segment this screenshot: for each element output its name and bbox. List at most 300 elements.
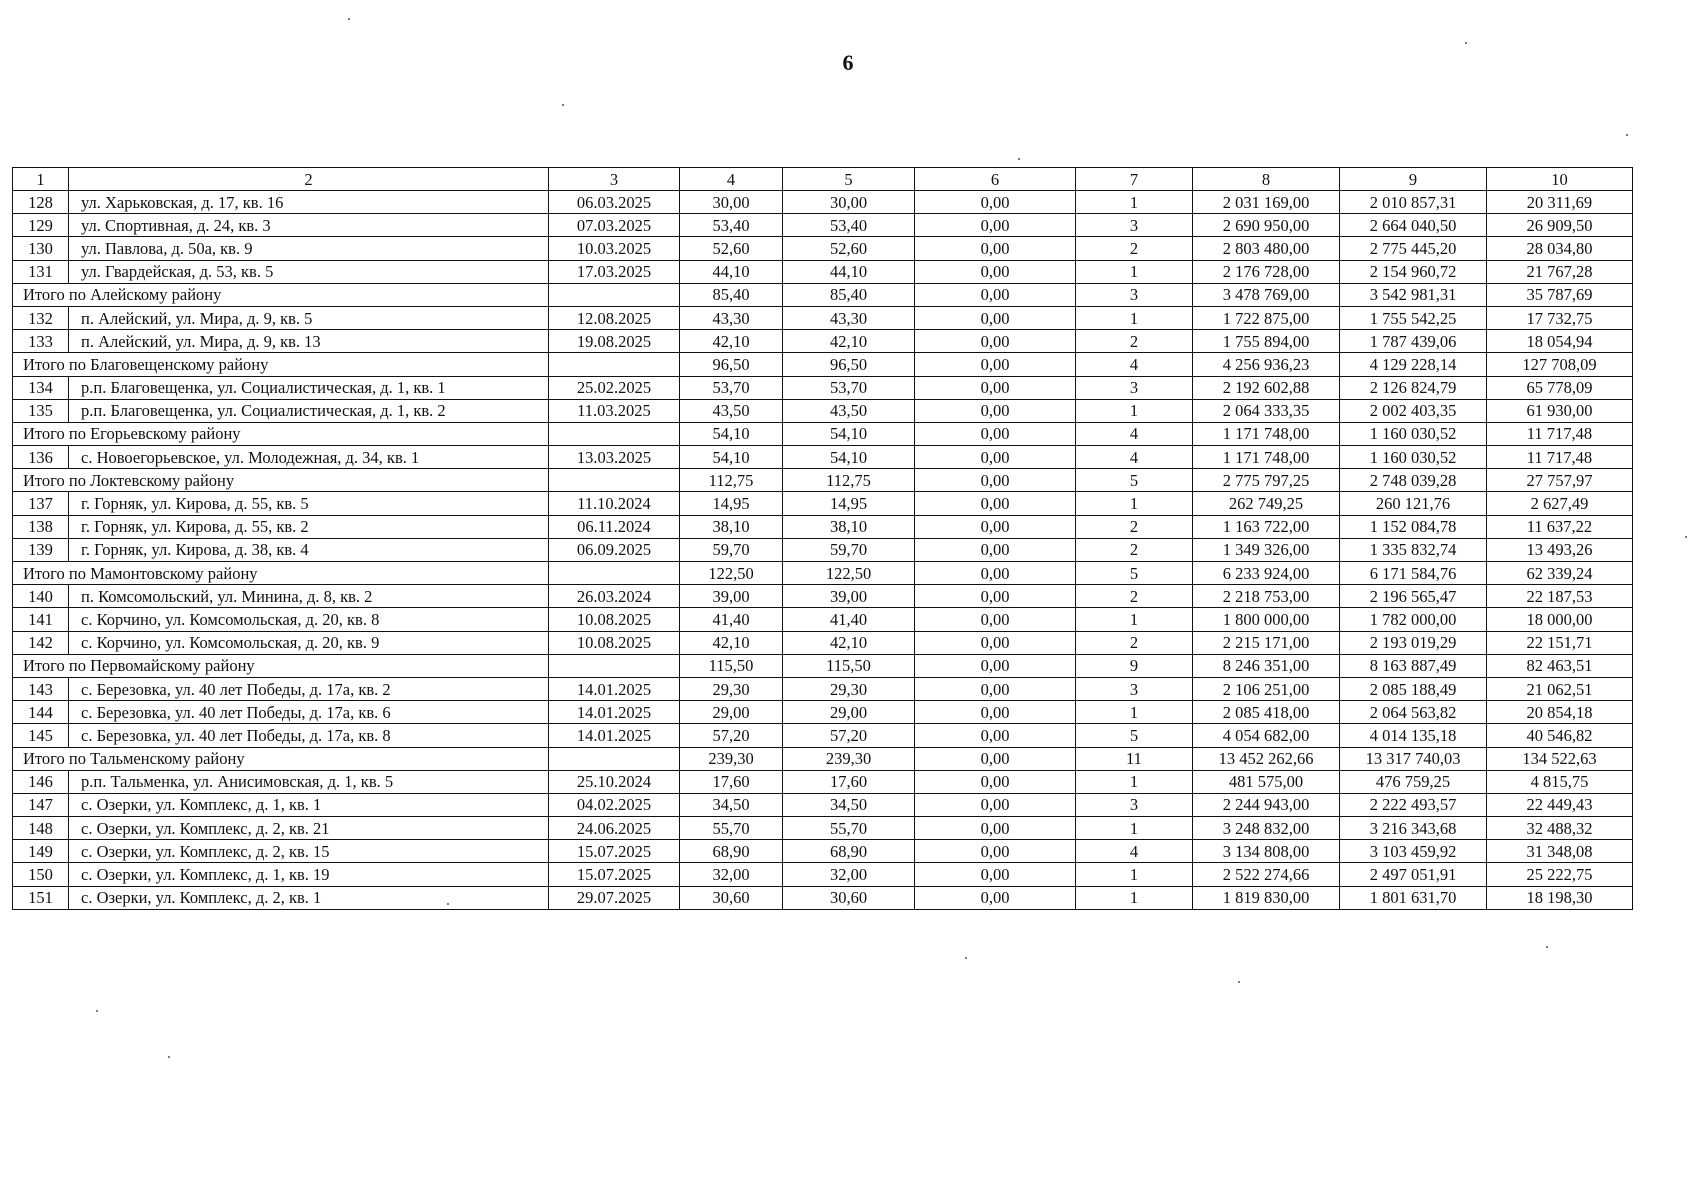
header-cell-9: 9: [1340, 168, 1487, 191]
area-living-cell: 112,75: [783, 469, 915, 492]
table-header-row: [13, 168, 1633, 191]
date-cell: 17.03.2025: [549, 260, 680, 283]
row-number-cell: 146: [13, 770, 69, 793]
header-cell-3: 3: [549, 168, 680, 191]
date-cell: [549, 469, 680, 492]
area-living-cell: 42,10: [783, 631, 915, 654]
amount-9-cell: 1 160 030,52: [1340, 446, 1487, 469]
amount-8-cell: 2 085 418,00: [1193, 701, 1340, 724]
amount-9-cell: 3 542 981,31: [1340, 283, 1487, 306]
scan-speck: [348, 18, 350, 20]
amount-8-cell: 2 775 797,25: [1193, 469, 1340, 492]
amount-10-cell: 11 717,48: [1487, 422, 1633, 445]
amount-8-cell: 3 248 832,00: [1193, 817, 1340, 840]
amount-10-cell: 18 054,94: [1487, 330, 1633, 353]
area-diff-cell: 0,00: [915, 770, 1076, 793]
amount-10-cell: 25 222,75: [1487, 863, 1633, 886]
area-living-cell: 54,10: [783, 422, 915, 445]
date-cell: 04.02.2025: [549, 793, 680, 816]
table-row: [13, 701, 1633, 724]
area-living-cell: 43,30: [783, 306, 915, 329]
area-living-cell: 29,00: [783, 701, 915, 724]
persons-cell: 4: [1076, 840, 1193, 863]
amount-9-cell: 1 801 631,70: [1340, 886, 1487, 909]
persons-cell: 4: [1076, 422, 1193, 445]
persons-cell: 1: [1076, 260, 1193, 283]
amount-8-cell: 262 749,25: [1193, 492, 1340, 515]
amount-10-cell: 22 187,53: [1487, 585, 1633, 608]
amount-9-cell: 476 759,25: [1340, 770, 1487, 793]
area-diff-cell: 0,00: [915, 469, 1076, 492]
amount-8-cell: 2 106 251,00: [1193, 677, 1340, 700]
area-living-cell: 17,60: [783, 770, 915, 793]
table-row: [13, 306, 1633, 329]
header-cell-7: 7: [1076, 168, 1193, 191]
amount-8-cell: 2 031 169,00: [1193, 191, 1340, 214]
date-cell: [549, 283, 680, 306]
area-living-cell: 30,60: [783, 886, 915, 909]
address-cell: г. Горняк, ул. Кирова, д. 38, кв. 4: [69, 538, 549, 561]
date-cell: 06.03.2025: [549, 191, 680, 214]
area-total-cell: 115,50: [680, 654, 783, 677]
amount-9-cell: 2 010 857,31: [1340, 191, 1487, 214]
area-living-cell: 32,00: [783, 863, 915, 886]
table-row: [13, 538, 1633, 561]
row-number-cell: 132: [13, 306, 69, 329]
scan-speck: [1626, 134, 1628, 136]
date-cell: 19.08.2025: [549, 330, 680, 353]
amount-10-cell: 28 034,80: [1487, 237, 1633, 260]
area-total-cell: 68,90: [680, 840, 783, 863]
persons-cell: 2: [1076, 237, 1193, 260]
district-total-row: [13, 283, 1633, 306]
row-number-cell: 149: [13, 840, 69, 863]
area-total-cell: 29,30: [680, 677, 783, 700]
amount-8-cell: 481 575,00: [1193, 770, 1340, 793]
area-living-cell: 122,50: [783, 562, 915, 585]
amount-8-cell: 2 218 753,00: [1193, 585, 1340, 608]
amount-8-cell: 3 478 769,00: [1193, 283, 1340, 306]
amount-9-cell: 4 014 135,18: [1340, 724, 1487, 747]
table-row: [13, 214, 1633, 237]
table-row: [13, 677, 1633, 700]
date-cell: 07.03.2025: [549, 214, 680, 237]
area-diff-cell: 0,00: [915, 191, 1076, 214]
area-diff-cell: 0,00: [915, 817, 1076, 840]
amount-9-cell: 2 748 039,28: [1340, 469, 1487, 492]
address-cell: с. Озерки, ул. Комплекс, д. 2, кв. 15: [69, 840, 549, 863]
amount-9-cell: 1 335 832,74: [1340, 538, 1487, 561]
row-number-cell: 137: [13, 492, 69, 515]
date-cell: [549, 654, 680, 677]
table-row: [13, 631, 1633, 654]
persons-cell: 1: [1076, 863, 1193, 886]
area-total-cell: 30,00: [680, 191, 783, 214]
amount-10-cell: 27 757,97: [1487, 469, 1633, 492]
table-row: [13, 446, 1633, 469]
area-total-cell: 43,30: [680, 306, 783, 329]
persons-cell: 2: [1076, 515, 1193, 538]
housing-table: [12, 167, 1633, 910]
persons-cell: 2: [1076, 585, 1193, 608]
date-cell: 12.08.2025: [549, 306, 680, 329]
persons-cell: 3: [1076, 376, 1193, 399]
table-row: [13, 399, 1633, 422]
amount-8-cell: 2 064 333,35: [1193, 399, 1340, 422]
area-living-cell: 44,10: [783, 260, 915, 283]
area-diff-cell: 0,00: [915, 422, 1076, 445]
area-diff-cell: 0,00: [915, 260, 1076, 283]
row-number-cell: 129: [13, 214, 69, 237]
amount-9-cell: 1 787 439,06: [1340, 330, 1487, 353]
amount-10-cell: 22 449,43: [1487, 793, 1633, 816]
amount-8-cell: 2 690 950,00: [1193, 214, 1340, 237]
scan-speck: [1546, 946, 1548, 948]
amount-9-cell: 2 775 445,20: [1340, 237, 1487, 260]
table-row: [13, 840, 1633, 863]
page-number: 6: [842, 50, 854, 75]
area-living-cell: 55,70: [783, 817, 915, 840]
area-living-cell: 14,95: [783, 492, 915, 515]
date-cell: 14.01.2025: [549, 701, 680, 724]
amount-8-cell: 2 192 602,88: [1193, 376, 1340, 399]
area-diff-cell: 0,00: [915, 793, 1076, 816]
table-row: [13, 492, 1633, 515]
amount-10-cell: 35 787,69: [1487, 283, 1633, 306]
area-diff-cell: 0,00: [915, 283, 1076, 306]
address-cell: р.п. Благовещенка, ул. Социалистическая, д. 1, кв. 1: [69, 376, 549, 399]
district-total-label: Итого по Мамонтовскому району: [13, 562, 549, 585]
area-total-cell: 52,60: [680, 237, 783, 260]
area-total-cell: 38,10: [680, 515, 783, 538]
amount-9-cell: 2 154 960,72: [1340, 260, 1487, 283]
area-living-cell: 39,00: [783, 585, 915, 608]
date-cell: 06.11.2024: [549, 515, 680, 538]
amount-10-cell: 82 463,51: [1487, 654, 1633, 677]
scan-speck: [168, 1056, 170, 1058]
area-diff-cell: 0,00: [915, 608, 1076, 631]
amount-8-cell: 4 054 682,00: [1193, 724, 1340, 747]
date-cell: 24.06.2025: [549, 817, 680, 840]
amount-8-cell: 2 176 728,00: [1193, 260, 1340, 283]
amount-9-cell: 2 222 493,57: [1340, 793, 1487, 816]
amount-8-cell: 8 246 351,00: [1193, 654, 1340, 677]
area-total-cell: 239,30: [680, 747, 783, 770]
row-number-cell: 141: [13, 608, 69, 631]
header-cell-4: 4: [680, 168, 783, 191]
amount-9-cell: 260 121,76: [1340, 492, 1487, 515]
area-living-cell: 57,20: [783, 724, 915, 747]
amount-8-cell: 1 819 830,00: [1193, 886, 1340, 909]
area-diff-cell: 0,00: [915, 654, 1076, 677]
header-cell-10: 10: [1487, 168, 1633, 191]
header-cell-2: 2: [69, 168, 549, 191]
header-cell-8: 8: [1193, 168, 1340, 191]
address-cell: п. Алейский, ул. Мира, д. 9, кв. 5: [69, 306, 549, 329]
amount-9-cell: 13 317 740,03: [1340, 747, 1487, 770]
row-number-cell: 142: [13, 631, 69, 654]
amount-10-cell: 11 637,22: [1487, 515, 1633, 538]
persons-cell: 1: [1076, 608, 1193, 631]
persons-cell: 5: [1076, 724, 1193, 747]
district-total-label: Итого по Первомайскому району: [13, 654, 549, 677]
row-number-cell: 151: [13, 886, 69, 909]
scan-speck: [1465, 42, 1467, 44]
district-total-row: [13, 469, 1633, 492]
persons-cell: 11: [1076, 747, 1193, 770]
area-living-cell: 42,10: [783, 330, 915, 353]
district-total-label: Итого по Егорьевскому району: [13, 422, 549, 445]
table-row: [13, 191, 1633, 214]
amount-10-cell: 21 767,28: [1487, 260, 1633, 283]
area-total-cell: 42,10: [680, 330, 783, 353]
address-cell: р.п. Тальменка, ул. Анисимовская, д. 1, кв. 5: [69, 770, 549, 793]
amount-10-cell: 22 151,71: [1487, 631, 1633, 654]
area-diff-cell: 0,00: [915, 353, 1076, 376]
amount-9-cell: 4 129 228,14: [1340, 353, 1487, 376]
persons-cell: 1: [1076, 886, 1193, 909]
area-living-cell: 115,50: [783, 654, 915, 677]
district-total-row: [13, 747, 1633, 770]
area-living-cell: 30,00: [783, 191, 915, 214]
area-total-cell: 122,50: [680, 562, 783, 585]
address-cell: ул. Павлова, д. 50а, кв. 9: [69, 237, 549, 260]
amount-10-cell: 26 909,50: [1487, 214, 1633, 237]
table-row: [13, 724, 1633, 747]
area-total-cell: 42,10: [680, 631, 783, 654]
area-diff-cell: 0,00: [915, 886, 1076, 909]
date-cell: 25.02.2025: [549, 376, 680, 399]
table-row: [13, 608, 1633, 631]
persons-cell: 1: [1076, 191, 1193, 214]
persons-cell: 3: [1076, 283, 1193, 306]
district-total-label: Итого по Благовещенскому району: [13, 353, 549, 376]
row-number-cell: 133: [13, 330, 69, 353]
header-cell-5: 5: [783, 168, 915, 191]
scan-speck: [96, 1010, 98, 1012]
area-diff-cell: 0,00: [915, 306, 1076, 329]
address-cell: с. Новоегорьевское, ул. Молодежная, д. 34, кв. 1: [69, 446, 549, 469]
date-cell: 11.03.2025: [549, 399, 680, 422]
date-cell: [549, 353, 680, 376]
area-total-cell: 53,70: [680, 376, 783, 399]
amount-10-cell: 20 311,69: [1487, 191, 1633, 214]
table-row: [13, 886, 1633, 909]
area-total-cell: 54,10: [680, 446, 783, 469]
row-number-cell: 150: [13, 863, 69, 886]
area-diff-cell: 0,00: [915, 376, 1076, 399]
amount-8-cell: 1 349 326,00: [1193, 538, 1340, 561]
area-total-cell: 59,70: [680, 538, 783, 561]
area-diff-cell: 0,00: [915, 585, 1076, 608]
date-cell: 10.08.2025: [549, 608, 680, 631]
area-diff-cell: 0,00: [915, 446, 1076, 469]
amount-8-cell: 1 171 748,00: [1193, 446, 1340, 469]
area-diff-cell: 0,00: [915, 677, 1076, 700]
persons-cell: 5: [1076, 562, 1193, 585]
row-number-cell: 147: [13, 793, 69, 816]
amount-10-cell: 32 488,32: [1487, 817, 1633, 840]
row-number-cell: 138: [13, 515, 69, 538]
amount-9-cell: 2 196 565,47: [1340, 585, 1487, 608]
amount-10-cell: 18 000,00: [1487, 608, 1633, 631]
row-number-cell: 136: [13, 446, 69, 469]
persons-cell: 1: [1076, 770, 1193, 793]
row-number-cell: 148: [13, 817, 69, 840]
persons-cell: 1: [1076, 817, 1193, 840]
table-row: [13, 237, 1633, 260]
amount-10-cell: 13 493,26: [1487, 538, 1633, 561]
area-living-cell: 41,40: [783, 608, 915, 631]
address-cell: г. Горняк, ул. Кирова, д. 55, кв. 2: [69, 515, 549, 538]
persons-cell: 1: [1076, 701, 1193, 724]
area-living-cell: 53,70: [783, 376, 915, 399]
date-cell: [549, 422, 680, 445]
address-cell: с. Березовка, ул. 40 лет Победы, д. 17а, кв. 2: [69, 677, 549, 700]
amount-8-cell: 2 803 480,00: [1193, 237, 1340, 260]
district-total-row: [13, 422, 1633, 445]
district-total-row: [13, 353, 1633, 376]
area-diff-cell: 0,00: [915, 840, 1076, 863]
persons-cell: 5: [1076, 469, 1193, 492]
amount-10-cell: 61 930,00: [1487, 399, 1633, 422]
date-cell: 25.10.2024: [549, 770, 680, 793]
area-total-cell: 44,10: [680, 260, 783, 283]
date-cell: 15.07.2025: [549, 863, 680, 886]
date-cell: 14.01.2025: [549, 724, 680, 747]
address-cell: с. Озерки, ул. Комплекс, д. 1, кв. 1: [69, 793, 549, 816]
amount-9-cell: 1 755 542,25: [1340, 306, 1487, 329]
area-living-cell: 34,50: [783, 793, 915, 816]
amount-9-cell: 1 160 030,52: [1340, 422, 1487, 445]
table-row: [13, 376, 1633, 399]
table-row: [13, 515, 1633, 538]
amount-10-cell: 11 717,48: [1487, 446, 1633, 469]
table-row: [13, 817, 1633, 840]
amount-10-cell: 21 062,51: [1487, 677, 1633, 700]
address-cell: с. Корчино, ул. Комсомольская, д. 20, кв. 9: [69, 631, 549, 654]
amount-9-cell: 8 163 887,49: [1340, 654, 1487, 677]
amount-9-cell: 3 103 459,92: [1340, 840, 1487, 863]
amount-9-cell: 2 193 019,29: [1340, 631, 1487, 654]
area-total-cell: 32,00: [680, 863, 783, 886]
address-cell: с. Березовка, ул. 40 лет Победы, д. 17а, кв. 8: [69, 724, 549, 747]
amount-8-cell: 2 244 943,00: [1193, 793, 1340, 816]
persons-cell: 1: [1076, 399, 1193, 422]
persons-cell: 3: [1076, 677, 1193, 700]
area-total-cell: 53,40: [680, 214, 783, 237]
amount-9-cell: 3 216 343,68: [1340, 817, 1487, 840]
amount-9-cell: 2 064 563,82: [1340, 701, 1487, 724]
amount-10-cell: 62 339,24: [1487, 562, 1633, 585]
amount-10-cell: 40 546,82: [1487, 724, 1633, 747]
scan-speck: [447, 903, 449, 905]
area-total-cell: 96,50: [680, 353, 783, 376]
area-diff-cell: 0,00: [915, 214, 1076, 237]
area-diff-cell: 0,00: [915, 492, 1076, 515]
row-number-cell: 145: [13, 724, 69, 747]
area-living-cell: 43,50: [783, 399, 915, 422]
address-cell: ул. Харьковская, д. 17, кв. 16: [69, 191, 549, 214]
amount-8-cell: 2 522 274,66: [1193, 863, 1340, 886]
amount-8-cell: 3 134 808,00: [1193, 840, 1340, 863]
area-total-cell: 55,70: [680, 817, 783, 840]
area-diff-cell: 0,00: [915, 863, 1076, 886]
address-cell: с. Озерки, ул. Комплекс, д. 2, кв. 1: [69, 886, 549, 909]
row-number-cell: 143: [13, 677, 69, 700]
date-cell: 14.01.2025: [549, 677, 680, 700]
row-number-cell: 140: [13, 585, 69, 608]
area-diff-cell: 0,00: [915, 631, 1076, 654]
area-living-cell: 54,10: [783, 446, 915, 469]
date-cell: 13.03.2025: [549, 446, 680, 469]
table-row: [13, 863, 1633, 886]
amount-9-cell: 2 126 824,79: [1340, 376, 1487, 399]
district-total-label: Итого по Алейскому району: [13, 283, 549, 306]
persons-cell: 4: [1076, 353, 1193, 376]
date-cell: 26.03.2024: [549, 585, 680, 608]
district-total-row: [13, 654, 1633, 677]
area-diff-cell: 0,00: [915, 701, 1076, 724]
persons-cell: 3: [1076, 214, 1193, 237]
persons-cell: 1: [1076, 306, 1193, 329]
amount-9-cell: 2 085 188,49: [1340, 677, 1487, 700]
area-total-cell: 112,75: [680, 469, 783, 492]
amount-10-cell: 20 854,18: [1487, 701, 1633, 724]
date-cell: 11.10.2024: [549, 492, 680, 515]
area-living-cell: 52,60: [783, 237, 915, 260]
area-living-cell: 53,40: [783, 214, 915, 237]
amount-10-cell: 17 732,75: [1487, 306, 1633, 329]
table-row: [13, 770, 1633, 793]
area-diff-cell: 0,00: [915, 562, 1076, 585]
amount-10-cell: 31 348,08: [1487, 840, 1633, 863]
address-cell: г. Горняк, ул. Кирова, д. 55, кв. 5: [69, 492, 549, 515]
area-total-cell: 14,95: [680, 492, 783, 515]
scan-speck: [562, 104, 564, 106]
amount-10-cell: 2 627,49: [1487, 492, 1633, 515]
area-living-cell: 29,30: [783, 677, 915, 700]
area-total-cell: 43,50: [680, 399, 783, 422]
area-total-cell: 57,20: [680, 724, 783, 747]
date-cell: [549, 747, 680, 770]
address-cell: р.п. Благовещенка, ул. Социалистическая, д. 1, кв. 2: [69, 399, 549, 422]
date-cell: 29.07.2025: [549, 886, 680, 909]
area-total-cell: 30,60: [680, 886, 783, 909]
district-total-label: Итого по Локтевскому району: [13, 469, 549, 492]
date-cell: 10.08.2025: [549, 631, 680, 654]
amount-9-cell: 2 664 040,50: [1340, 214, 1487, 237]
amount-10-cell: 18 198,30: [1487, 886, 1633, 909]
date-cell: 15.07.2025: [549, 840, 680, 863]
table-row: [13, 260, 1633, 283]
address-cell: с. Березовка, ул. 40 лет Победы, д. 17а, кв. 6: [69, 701, 549, 724]
area-living-cell: 59,70: [783, 538, 915, 561]
area-total-cell: 41,40: [680, 608, 783, 631]
amount-8-cell: 1 163 722,00: [1193, 515, 1340, 538]
district-total-row: [13, 562, 1633, 585]
table-row: [13, 330, 1633, 353]
row-number-cell: 135: [13, 399, 69, 422]
persons-cell: 2: [1076, 538, 1193, 561]
address-cell: п. Алейский, ул. Мира, д. 9, кв. 13: [69, 330, 549, 353]
amount-8-cell: 1 755 894,00: [1193, 330, 1340, 353]
area-diff-cell: 0,00: [915, 747, 1076, 770]
amount-8-cell: 1 722 875,00: [1193, 306, 1340, 329]
persons-cell: 2: [1076, 631, 1193, 654]
row-number-cell: 139: [13, 538, 69, 561]
area-total-cell: 54,10: [680, 422, 783, 445]
